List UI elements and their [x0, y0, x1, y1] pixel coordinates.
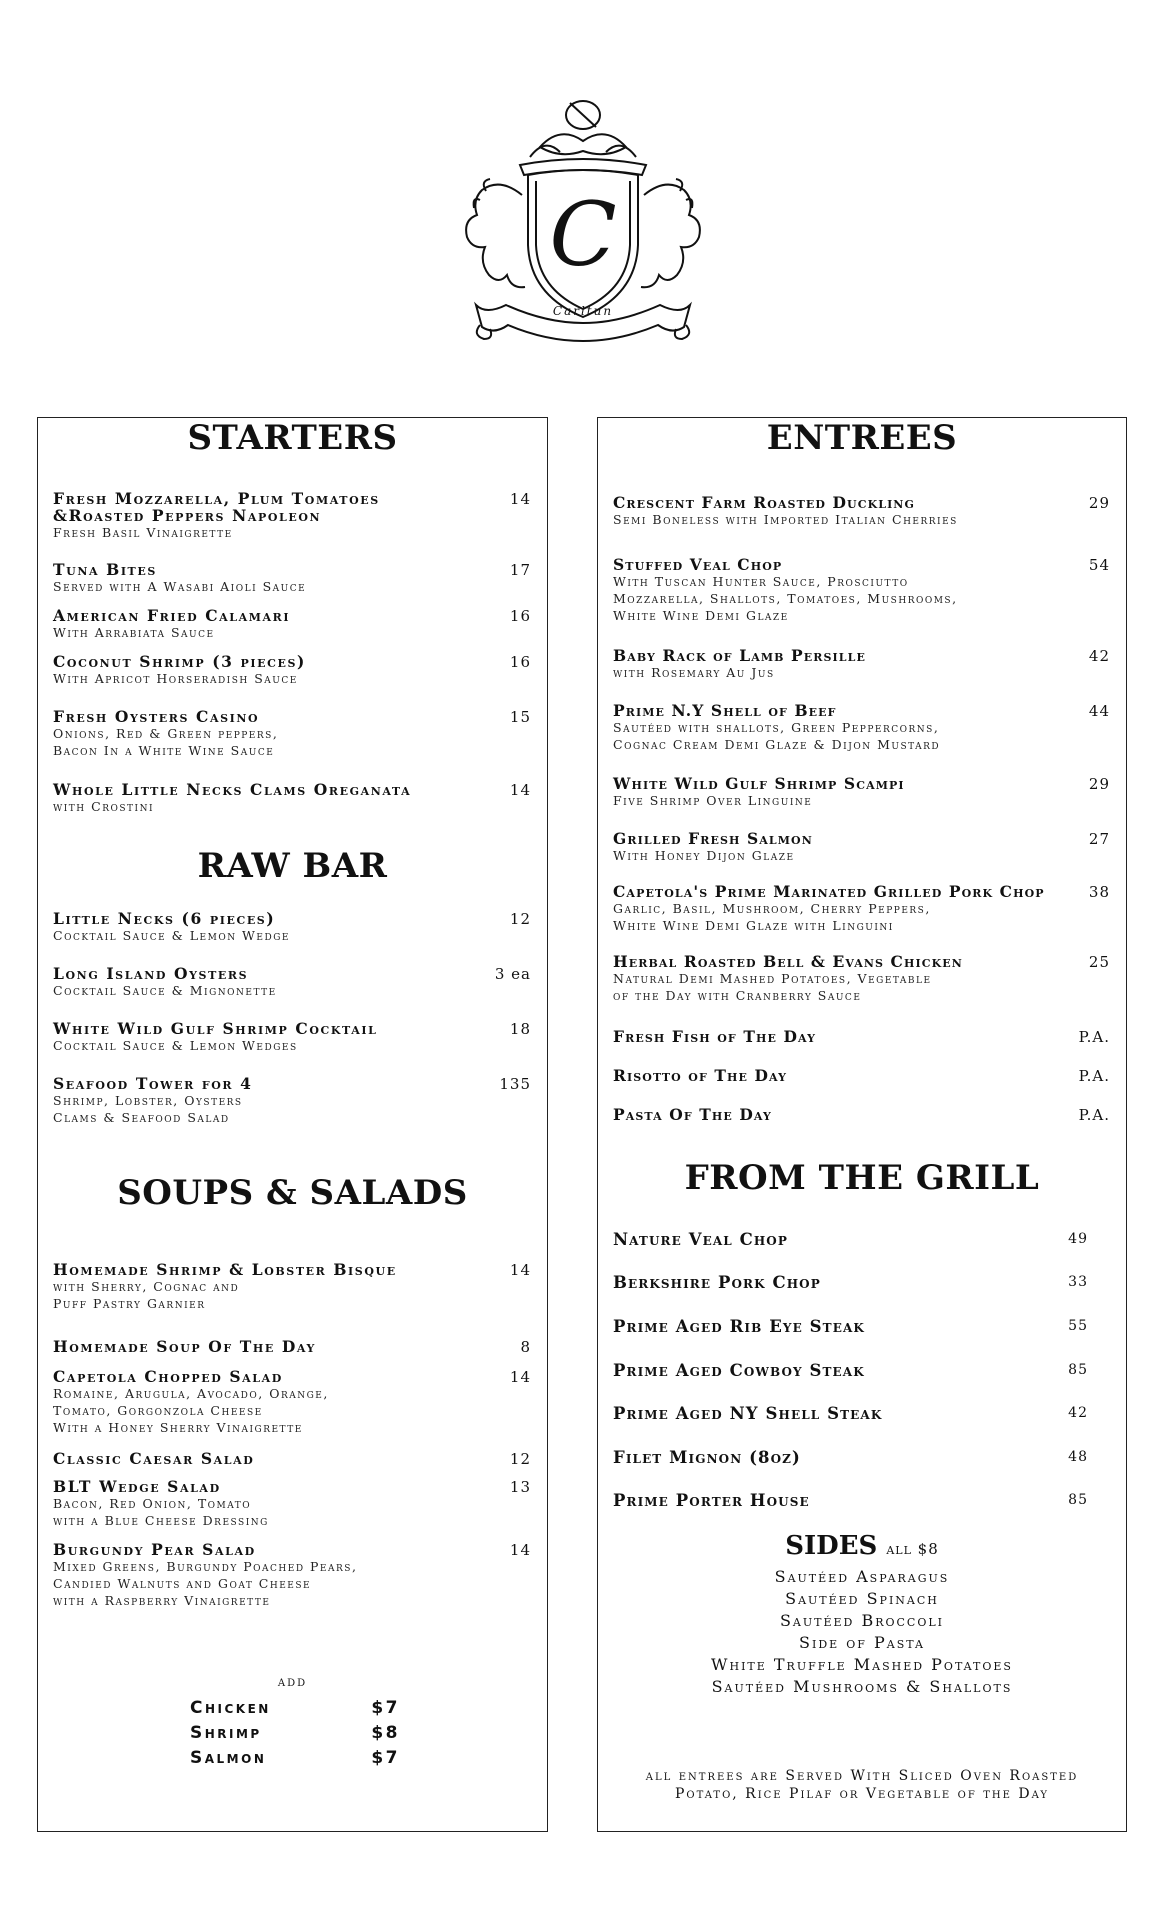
menu-item [53, 490, 531, 541]
item-name: Fresh Oysters Casino [53, 707, 260, 726]
add-on-price: $7 [371, 1698, 400, 1718]
add-on-item [190, 1698, 400, 1718]
item-price: P.A. [1078, 1106, 1110, 1124]
item-name: Berkshire Pork Chop [613, 1273, 821, 1292]
item-name: Prime Porter House [613, 1491, 810, 1510]
menu-item [53, 1450, 531, 1467]
item-price: 14 [509, 1261, 531, 1279]
item-desc: with Crostini [53, 799, 155, 814]
starters-title: STARTERS [187, 418, 398, 458]
add-label: add [277, 1674, 308, 1690]
item-name: Little Necks (6 pieces) [53, 909, 276, 928]
item-price: 29 [1088, 494, 1110, 512]
entrees-title: ENTREES [766, 418, 958, 458]
item-price: 13 [509, 1478, 531, 1496]
item-desc: with Sherry, Cognac and Puff Pastry Garnier [53, 1279, 240, 1311]
menu-item [613, 1362, 1110, 1379]
add-on-name: Shrimp [190, 1723, 262, 1743]
item-name: Nature Veal Chop [613, 1230, 788, 1249]
side-item: Sautéed Asparagus [774, 1567, 950, 1586]
item-desc: With Arrabiata Sauce [53, 625, 215, 640]
menu-item [613, 494, 1110, 528]
menu-item [53, 1261, 531, 1312]
item-name: Seafood Tower for 4 [53, 1074, 253, 1093]
item-name: White Wild Gulf Shrimp Scampi [613, 774, 905, 793]
item-price: 14 [509, 781, 531, 799]
menu-item [613, 1318, 1110, 1335]
item-name: Prime Aged NY Shell Steak [613, 1404, 883, 1423]
add-on-price: $8 [371, 1723, 400, 1743]
item-name: American Fried Calamari [53, 606, 291, 625]
item-price: 42 [1068, 1405, 1088, 1421]
side-item: Sautéed Mushrooms & Shallots [711, 1677, 1013, 1696]
menu-item [613, 1067, 1110, 1084]
menu-item [53, 965, 531, 999]
side-item: White Truffle Mashed Potatoes [711, 1655, 1013, 1674]
menu-item [53, 708, 531, 759]
menu-item [53, 1541, 531, 1609]
menu-item [53, 1368, 531, 1436]
item-desc: Cocktail Sauce & Lemon Wedge [53, 928, 290, 943]
item-desc: Fresh Basil Vinaigrette [53, 525, 233, 540]
item-name: Capetola Chopped Salad [53, 1367, 283, 1386]
add-on-name: Salmon [190, 1748, 267, 1768]
side-item: Sautéed Spinach [785, 1589, 939, 1608]
add-on-item [190, 1723, 400, 1743]
item-name: Whole Little Necks Clams Oreganata [53, 780, 412, 799]
right-menu-column [597, 417, 1127, 1832]
item-price: 49 [1068, 1231, 1088, 1247]
menu-item [53, 781, 531, 815]
item-price: 3 ea [494, 965, 531, 983]
sides-price-note: all $8 [886, 1540, 939, 1558]
item-price: 54 [1088, 556, 1110, 574]
item-name: Capetola's Prime Marinated Grilled Pork Chop [613, 882, 1045, 901]
menu-item [53, 653, 531, 687]
menu-item [53, 1020, 531, 1054]
item-price: 14 [509, 1368, 531, 1386]
item-desc: With Honey Dijon Glaze [613, 848, 795, 863]
menu-item [613, 1028, 1110, 1045]
item-price: 18 [509, 1020, 531, 1038]
item-price: 38 [1088, 883, 1110, 901]
svg-text:C: C [549, 183, 617, 286]
item-price: 42 [1088, 647, 1110, 665]
item-name: Baby Rack of Lamb Persille [613, 646, 866, 665]
item-name: Tuna Bites [53, 560, 157, 579]
menu-item [53, 1478, 531, 1529]
menu-item [613, 1231, 1110, 1248]
menu-item [53, 1338, 531, 1355]
item-desc: Served with A Wasabi Aioli Sauce [53, 579, 307, 594]
item-price: 27 [1088, 830, 1110, 848]
item-price: 17 [509, 561, 531, 579]
menu-item [613, 702, 1110, 753]
raw-bar-title: RAW BAR [197, 846, 388, 886]
item-name: Herbal Roasted Bell & Evans Chicken [613, 952, 963, 971]
sides-title [598, 1531, 1126, 1561]
item-desc: With Tuscan Hunter Sauce, Prosciutto Mozzarella, Shallots, Tomatoes, Mushrooms, White Wine Demi Glaze [613, 574, 958, 623]
add-on-item [190, 1748, 400, 1768]
item-name: BLT Wedge Salad [53, 1477, 221, 1496]
item-price: 55 [1068, 1318, 1088, 1334]
menu-item [613, 1405, 1110, 1422]
carltun-crest-logo [440, 95, 726, 345]
item-name: Grilled Fresh Salmon [613, 829, 813, 848]
item-name: Risotto of The Day [613, 1066, 788, 1085]
item-name: Filet Mignon (8oz) [613, 1448, 801, 1467]
item-price: P.A. [1078, 1028, 1110, 1046]
menu-item [613, 1106, 1110, 1123]
svg-text:Carltun: Carltun [552, 304, 614, 318]
item-name: Prime Aged Cowboy Steak [613, 1361, 865, 1380]
item-desc: Cocktail Sauce & Lemon Wedges [53, 1038, 298, 1053]
soups-salads-title: SOUPS & SALADS [117, 1173, 468, 1213]
item-price: 16 [509, 653, 531, 671]
item-name: Burgundy Pear Salad [53, 1540, 256, 1559]
item-price: 14 [509, 490, 531, 508]
menu-item [613, 1492, 1110, 1509]
item-name: Stuffed Veal Chop [613, 555, 783, 574]
item-desc: Romaine, Arugula, Avocado, Orange, Tomato, Gorgonzola Cheese With a Honey Sherry Vinaigrette [53, 1386, 329, 1435]
item-desc: Semi Boneless with Imported Italian Cherries [613, 512, 958, 527]
item-price: 44 [1088, 702, 1110, 720]
item-price: 25 [1088, 953, 1110, 971]
entree-footnote: all entrees are Served With Sliced Oven Roasted Potato, Rice Pilaf or Vegetable of the Day [645, 1768, 1079, 1802]
item-name: Prime N.Y Shell of Beef [613, 701, 837, 720]
item-price: 33 [1068, 1274, 1088, 1290]
item-desc: With Apricot Horseradish Sauce [53, 671, 298, 686]
item-name: Prime Aged Rib Eye Steak [613, 1317, 865, 1336]
side-item: Side of Pasta [799, 1633, 925, 1652]
item-desc: Bacon, Red Onion, Tomato with a Blue Cheese Dressing [53, 1496, 269, 1528]
item-price: 14 [509, 1541, 531, 1559]
item-name: Coconut Shrimp (3 pieces) [53, 652, 306, 671]
menu-item [613, 556, 1110, 624]
menu-item [53, 910, 531, 944]
sides-heading: SIDES [785, 1531, 878, 1561]
add-on-name: Chicken [190, 1698, 271, 1718]
item-name: Fresh Mozzarella, Plum Tomatoes &Roasted Peppers Napoleon [53, 489, 380, 525]
item-desc: Garlic, Basil, Mushroom, Cherry Peppers, White Wine Demi Glaze with Linguini [613, 901, 931, 933]
menu-item [613, 953, 1110, 1004]
item-price: P.A. [1078, 1067, 1110, 1085]
menu-item [613, 1449, 1110, 1466]
item-desc: Mixed Greens, Burgundy Poached Pears, Candied Walnuts and Goat Cheese with a Raspberry Vinaigrette [53, 1559, 358, 1608]
item-price: 12 [509, 1450, 531, 1468]
item-name: Homemade Shrimp & Lobster Bisque [53, 1260, 397, 1279]
item-price: 15 [509, 708, 531, 726]
menu-item [613, 775, 1110, 809]
menu-item [613, 830, 1110, 864]
item-name: Long Island Oysters [53, 964, 249, 983]
item-desc: Cocktail Sauce & Mignonette [53, 983, 277, 998]
item-price: 16 [509, 607, 531, 625]
menu-item [53, 1075, 531, 1126]
item-name: Fresh Fish of The Day [613, 1027, 817, 1046]
item-desc: Natural Demi Mashed Potatoes, Vegetable of the Day with Cranberry Sauce [613, 971, 932, 1003]
left-menu-column [37, 417, 548, 1832]
menu-item [613, 883, 1110, 934]
item-desc: Five Shrimp Over Linguine [613, 793, 813, 808]
item-price: 85 [1068, 1362, 1088, 1378]
menu-item [53, 607, 531, 641]
item-desc: Onions, Red & Green peppers, Bacon In a White Wine Sauce [53, 726, 279, 758]
from-the-grill-title: FROM THE GRILL [684, 1158, 1040, 1198]
menu-item [613, 647, 1110, 681]
item-price: 48 [1068, 1449, 1088, 1465]
item-name: Homemade Soup Of The Day [53, 1337, 316, 1356]
item-price: 29 [1088, 775, 1110, 793]
item-name: Crescent Farm Roasted Duckling [613, 493, 915, 512]
item-price: 12 [509, 910, 531, 928]
menu-item [613, 1274, 1110, 1291]
item-price: 8 [520, 1338, 531, 1356]
item-price: 135 [499, 1075, 531, 1093]
side-item: Sautéed Broccoli [779, 1611, 945, 1630]
item-name: White Wild Gulf Shrimp Cocktail [53, 1019, 378, 1038]
item-desc: Shrimp, Lobster, Oysters Clams & Seafood Salad [53, 1093, 243, 1125]
menu-item [53, 561, 531, 595]
add-on-price: $7 [371, 1748, 400, 1768]
item-price: 85 [1068, 1492, 1088, 1508]
item-desc: with Rosemary Au Jus [613, 665, 775, 680]
item-desc: Sautéed with shallots, Green Peppercorns, Cognac Cream Demi Glaze & Dijon Mustard [613, 720, 941, 752]
item-name: Classic Caesar Salad [53, 1449, 255, 1468]
item-name: Pasta Of The Day [613, 1105, 772, 1124]
